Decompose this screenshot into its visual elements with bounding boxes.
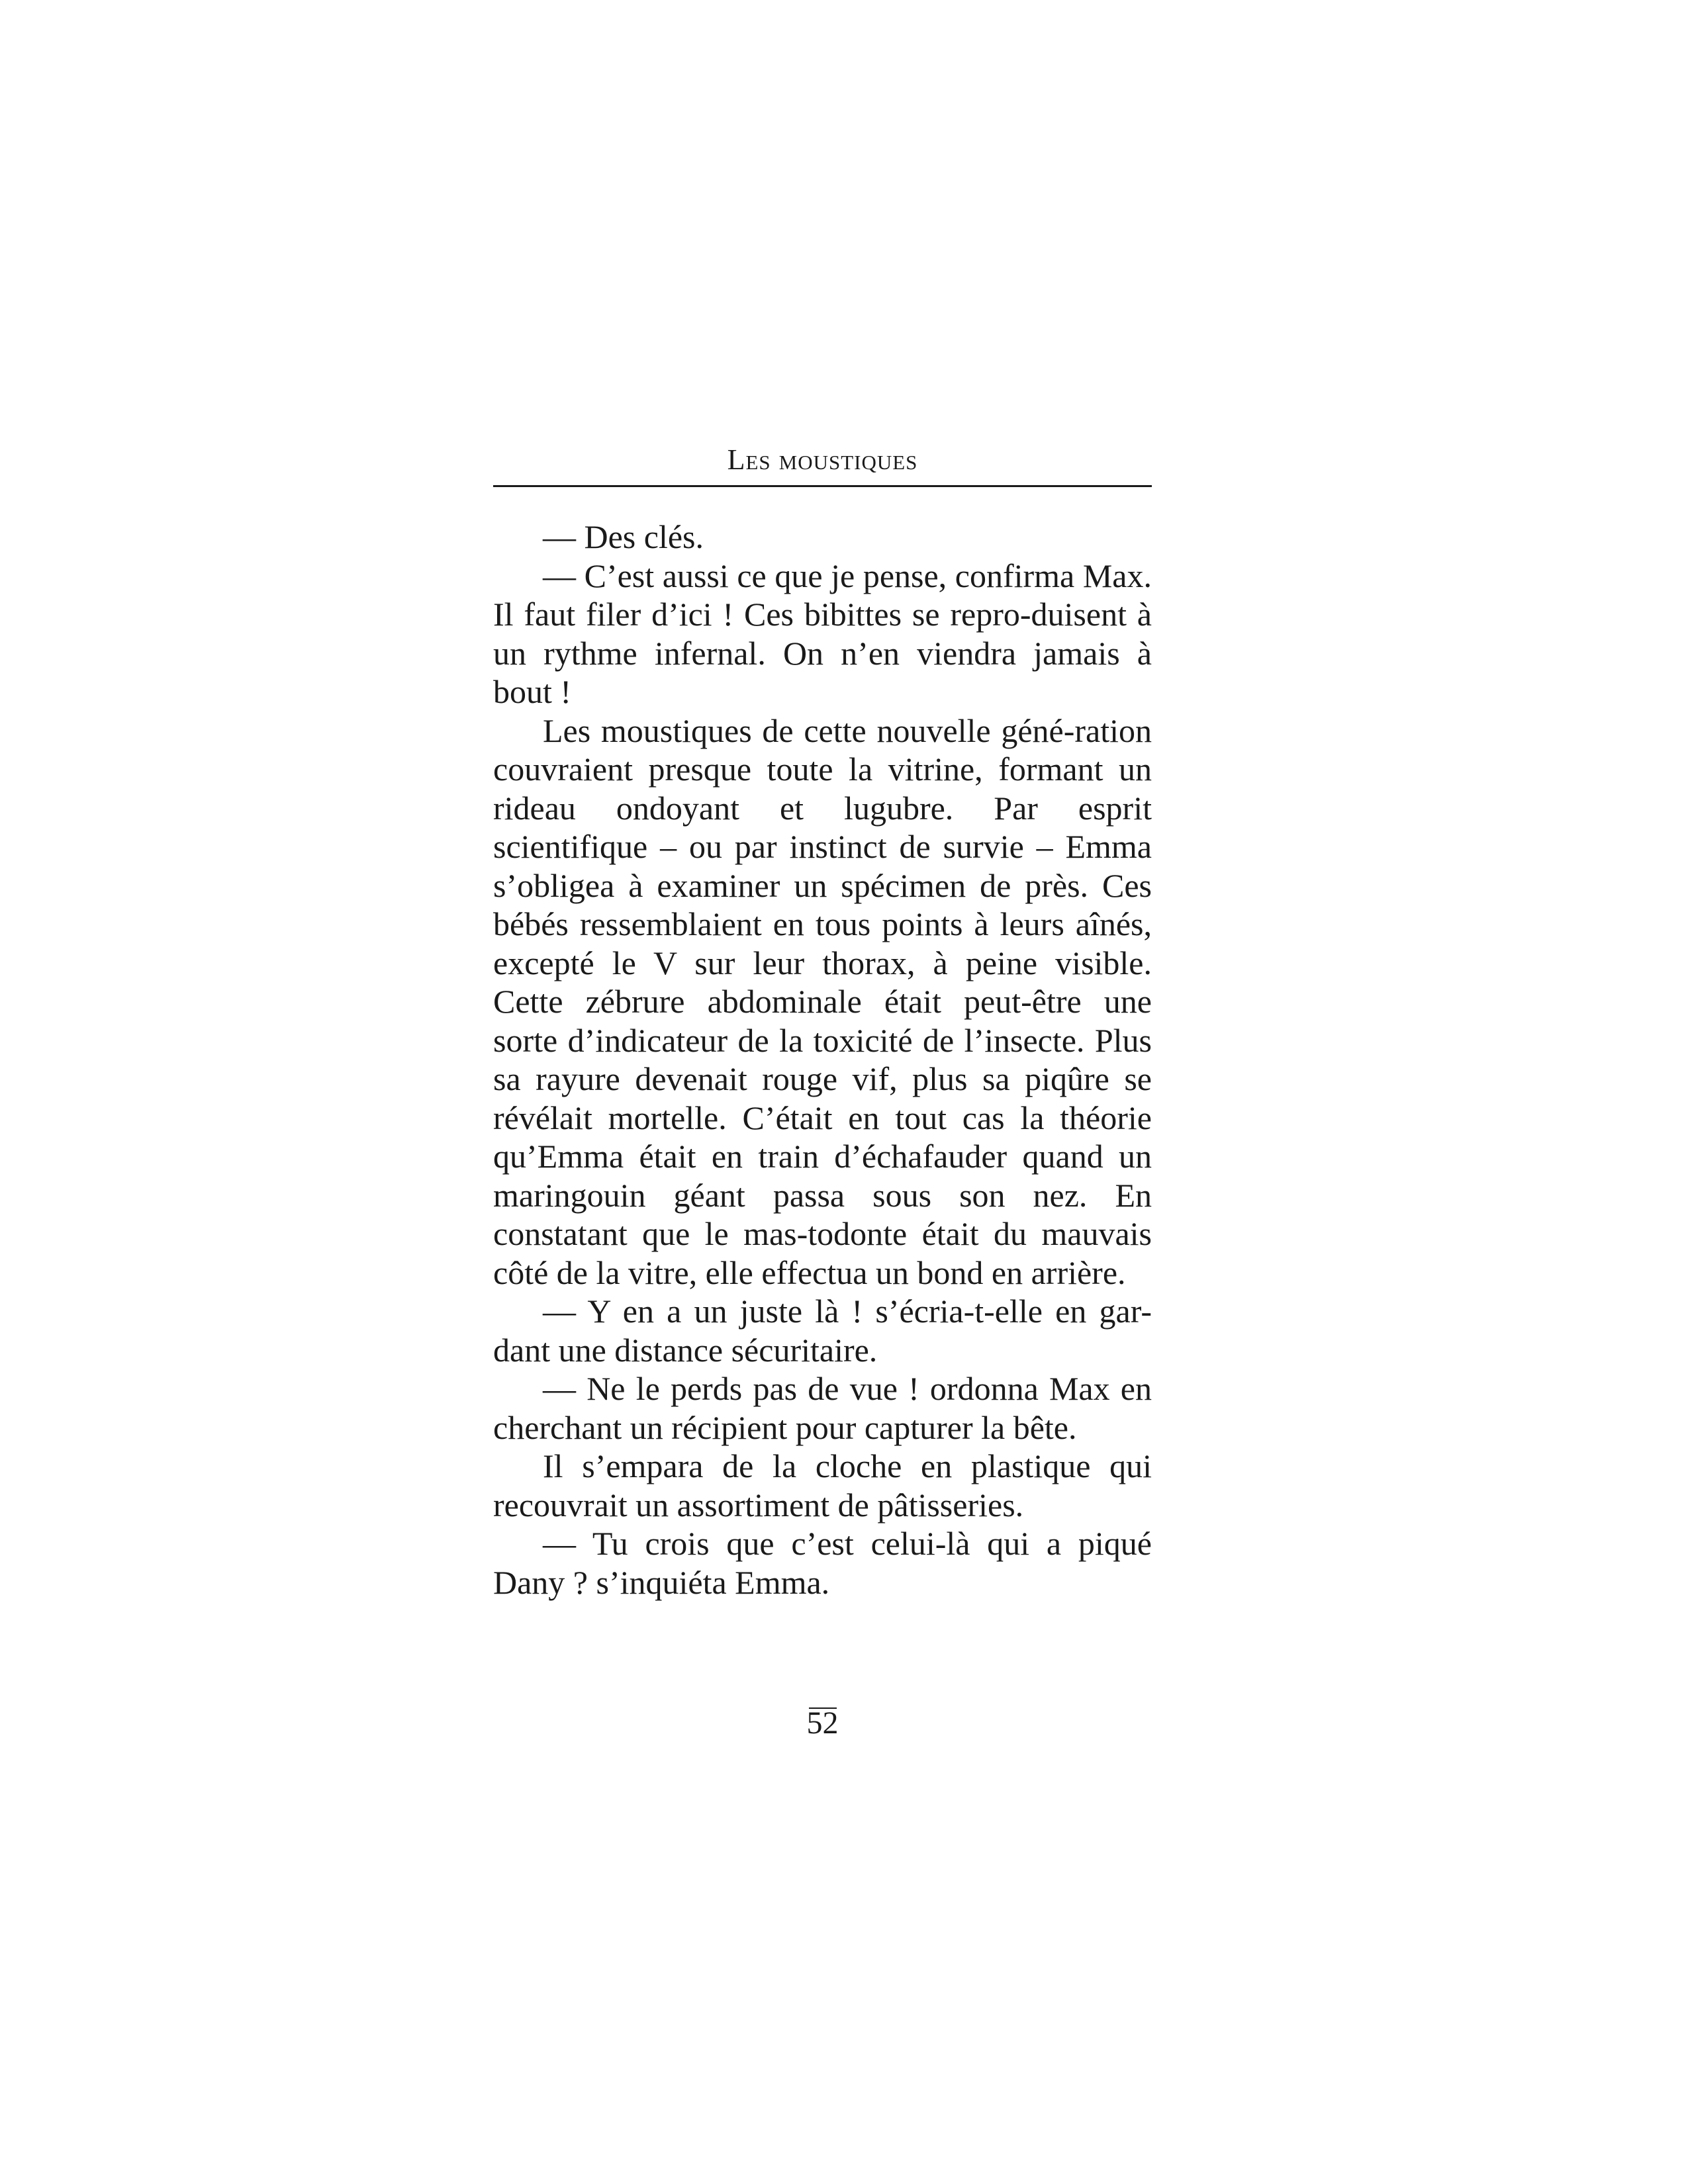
page-number: 52 (806, 1706, 839, 1741)
paragraph: — C’est aussi ce que je pense, confirma Max. Il faut filer d’ici ! Ces bibittes se repro-duisent à un rythme infernal. On n’en viendra jamais à bout ! (493, 557, 1152, 710)
running-head: Les moustiques (727, 443, 918, 476)
paragraph: Les moustiques de cette nouvelle géné-ration couvraient presque toute la vitrine, formant un rideau ondoyant et lugubre. Par esprit scientifique – ou par instinct de survie – Emma s’obligea à examiner un spécimen de près. Ces bébés ressemblaient en tous points à leurs aînés, excepté le V sur leur thorax, à peine visible. Cette zébrure abdominale était peut-être une sorte d’indicateur de la toxicité de l’insecte. Plus sa rayure devenait rouge vif, plus sa piqûre se révélait mortelle. C’était en tout cas la théorie qu’Emma était en train d’échafauder quand un maringouin géant passa sous son nez. En constatant que le mas-todonte était du mauvais côté de la vitre, elle effectua un bond en arrière. (493, 711, 1152, 1291)
paragraph: Il s’empara de la cloche en plastique qui recouvrait un assortiment de pâtisseries. (493, 1447, 1152, 1524)
paragraph: — Des clés. (543, 518, 704, 555)
header-rule (493, 485, 1152, 487)
paragraph: — Tu crois que c’est celui-là qui a piqué Dany ? s’inquiéta Emma. (493, 1525, 1152, 1601)
body-text (493, 518, 1152, 1602)
paragraph: — Ne le perds pas de vue ! ordonna Max en cherchant un récipient pour capturer la bête. (493, 1370, 1152, 1446)
paragraph: — Y en a un juste là ! s’écria-t-elle en gar-dant une distance sécuritaire. (493, 1293, 1152, 1369)
